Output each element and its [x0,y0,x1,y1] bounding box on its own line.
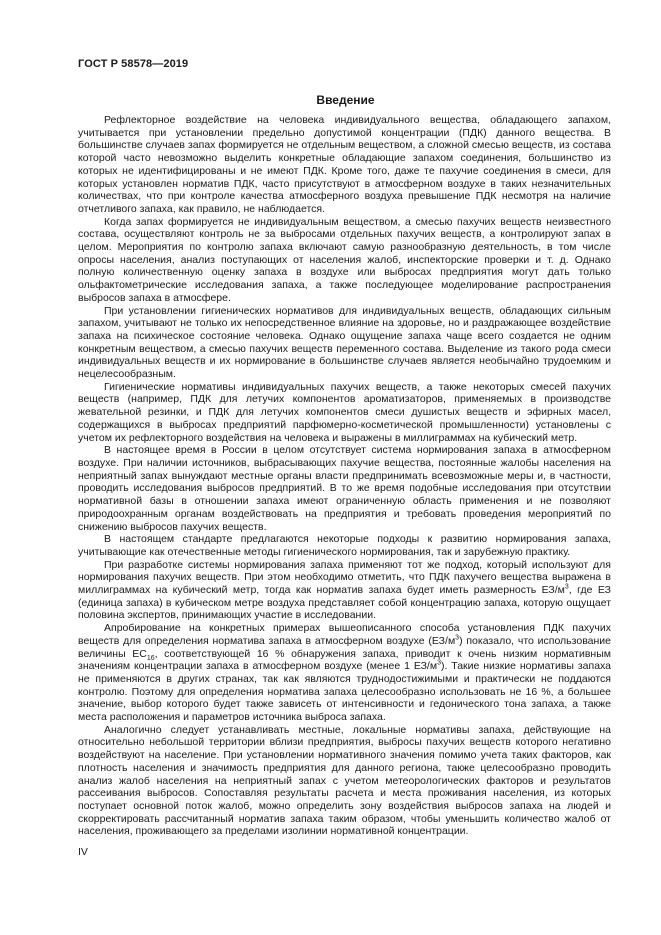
paragraph: Рефлекторное воздействие на человека индивидуального вещества, обладающего запахом, учитывается при установлении предельно допустимой концентрации (ПДК) данного вещества. В большинстве случаев запах формируется не отдельным веществом, а сложной смесью веществ, из состава которой часто невозможно выделить конкретные обладающие запахом соединения, большинство из которых не идентифицированы и не имеют ПДК. Кроме того, даже те пахучие соединения в смеси, для которых установлен норматив ПДК, часто присутствуют в атмосферном воздухе в таких незначительных количествах, что при контроле качества атмосферного воздуха превышение ПДК несмотря на наличие отчетливого запаха, как правило, не наблюдается. [78,114,611,215]
text-run: ) показало, что использование величины ЕС [78,634,611,660]
section-title: Введение [316,93,375,107]
paragraph: Аналогично следует устанавливать местные, локальные нормативы запаха, действующие на относительно небольшой территории вблизи предприятия, выбросы пахучих веществ которого негативно воздействуют на население. При установлении нормативного значения помимо учета таких факторов, как плотность населения и значимость предприятия для данного региона, также целесообразно проводить анализ жалоб населения на неприятный запах с учетом метеорологических факторов и результатов рассеивания выбросов. Сопоставляя результаты расчета и места проживания населения, из которых поступает основной поток жалоб, можно определить зону воздействия выбросов запаха на людей и скорректировать рассчитанный норматив запаха таким образом, чтобы уменьшить количество жалоб от населения, проживающего за пределами изолинии нормативной концентрации. [78,723,611,838]
text-run: Апробирование на конкретных примерах вышеописанного способа установления ПДК пахучих веществ для определения норматива запаха в атмосферном воздухе (ЕЗ/м [78,622,611,647]
superscript: 3 [437,659,441,667]
standard-header: ГОСТ Р 58578—2019 [78,58,189,70]
paragraph: В настоящее время в России в целом отсутствует система нормирования запаха в атмосферном воздухе. При наличии источников, выбрасывающих пахучие вещества, постоянные жалобы населения на неприятный запах вынуждают местные органы власти предпринимать всевозможные меры и, в частности, проводить исследования выбросов предприятий. В то же время подобные исследования при отсутствии нормативной базы в отношении запаха имеют ограниченную область применения и не позволяют природоохранным органам воздействовать на предприятия и требовать проведения мероприятий по снижению выбросов пахучих веществ. [78,444,611,533]
text-run: , где ЕЗ (единица запаха) в кубическом метре воздуха представляет собой концентрацию запаха, которую ощущает половина экспертов, принимающих участие в исследовании. [78,584,611,622]
paragraph-ec16 [78,622,611,724]
subscript: 16 [146,654,155,662]
text-run: , соответствующей 16 % обнаружения запаха, приводит к очень низким нормативным значениям концентрации запаха в атмосферном воздухе (менее 1 ЕЗ/м [78,647,611,673]
paragraph: Гигиенические нормативы индивидуальных пахучих веществ, а также некоторых смесей пахучих веществ (например, ПДК для летучих компонентов ароматизаторов, применяемых в производстве жевательной резинки, и ПДК для летучих компонентов смеси душистых веществ и эфирных масел, содержащихся в выбросах предприятий парфюмерно-косметической промышленности) установлены с учетом их рефлекторного воздействия на человека и выражены в миллиграммах на кубический метр. [78,380,611,444]
superscript: 3 [564,583,569,591]
paragraph: Когда запах формируется не индивидуальным веществом, а смесью пахучих веществ неизвестного состава, осуществляют контроль не за выбросами отдельных пахучих веществ, а контролируют запах в целом. Мероприятия по контролю запаха включают самую разнообразную деятельность, в том числе опросы населения, анализ поступающих от населения жалоб, инспекторские проверки и т. д. Однако полную количественную оценку запаха в воздухе или выбросах предприятия могут дать только ольфактометрические исследования запаха, а также последующее моделирование распространения выбросов запаха в атмосфере. [78,215,611,304]
superscript: 3 [455,634,460,642]
text-run: При разработке системы нормирования запаха применяют тот же подход, который используют для нормирования пахучих веществ. При этом необходимо отметить, что ПДК пахучего вещества выражена в миллиграммах на кубический метр, тогда как норматив запаха будет иметь размерность ЕЗ/м [78,558,611,597]
paragraph: В настоящем стандарте предлагаются некоторые подходы к развитию нормирования запаха, учитывающие как отечественные методы гигиенического нормирования, так и зарубежную практику. [78,533,611,558]
page-number: IV [78,846,88,858]
text-run: ). Такие низкие нормативы запаха не применяются в других странах, так как являются труднодостижимыми и практически не поддаются контролю. Поэтому для определения норматива запаха целесообразно использовать не 16 %, а большее значение, выбор которого будет также зависеть от интенсивности и гедонического тона запаха, а также места расположения и параметров источника выброса запаха. [78,660,612,724]
paragraph-odor-units [78,559,611,623]
document-body [78,114,611,838]
paragraph: При установлении гигиенических нормативов для индивидуальных веществ, обладающих сильным запахом, учитывают не только их непосредственное влияние на здоровье, но и раздражающее воздействие запаха на психическое состояние человека. Однако ощущение запаха чаще всего создается не одним конкретным веществом, а смесью пахучих веществ переменного состава. Выделение из такого рода смеси индивидуальных веществ и их нормирование в большинстве случаев является необычайно трудоемким и нецелесообразным. [78,304,611,381]
